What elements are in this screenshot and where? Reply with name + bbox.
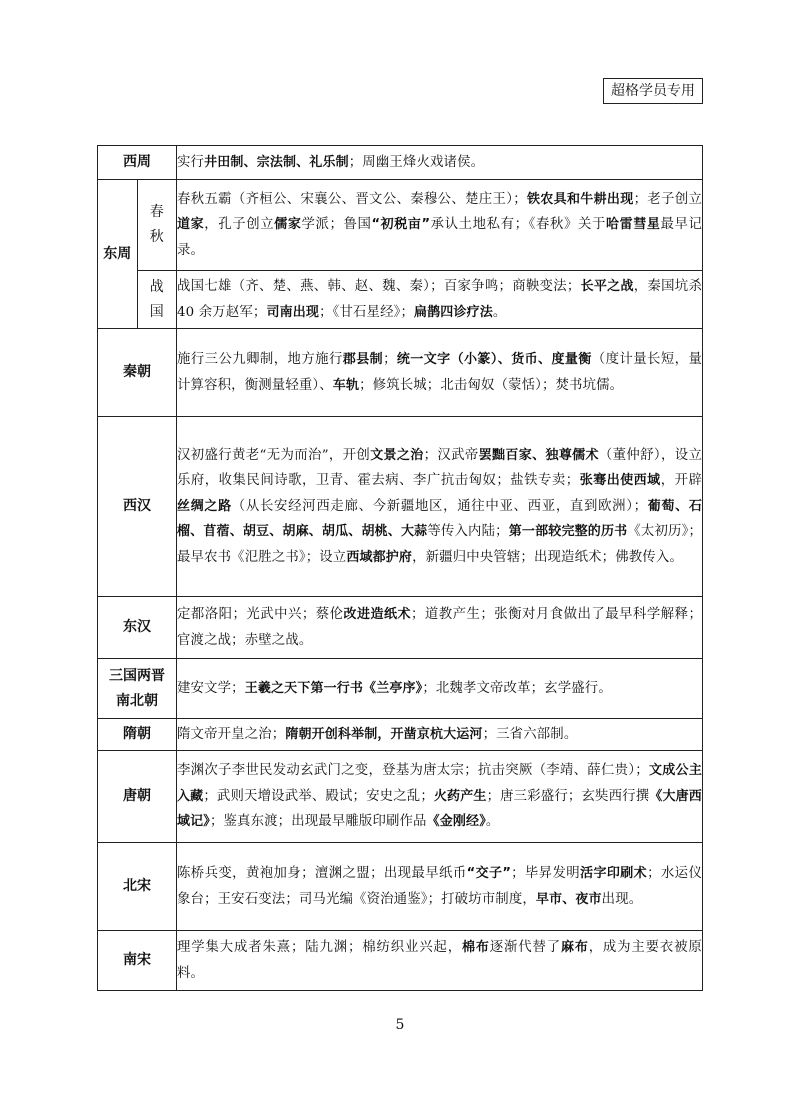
key-term: 铁农具和牛耕出现	[526, 191, 634, 207]
key-term: 《金刚经》	[426, 814, 486, 830]
text: 施行三公九卿制，地方施行	[177, 352, 343, 368]
key-term: 罢黜百家、独尊儒术	[478, 447, 599, 463]
table-row	[98, 751, 703, 843]
key-term: 文成公主入藏	[177, 763, 702, 804]
history-table	[97, 145, 703, 991]
text: ；武则天增设武举、殿试；安史之乱；	[203, 788, 434, 804]
table-row	[98, 597, 703, 659]
content-zhanguo	[177, 271, 703, 329]
text: ，新疆归中央管辖；出现造纸术；佛教传入。	[412, 549, 683, 565]
key-term: 扁鹊四诊疗法	[414, 304, 493, 320]
era-beisong: 北宋	[98, 843, 177, 931]
text: ；毕昇发明	[511, 866, 581, 882]
table-row	[98, 931, 703, 991]
text: 逐渐代替了	[489, 940, 561, 956]
sub-era-char: 国	[149, 303, 164, 320]
text: ；三省六部制。	[482, 726, 578, 742]
text: ；老子创立	[633, 191, 703, 207]
sub-era-chunqiu	[137, 180, 177, 271]
text: ；汉武帝	[423, 447, 479, 463]
key-term: 儒家	[274, 217, 302, 233]
content-xizhou	[177, 146, 703, 180]
content-xihan	[177, 417, 703, 597]
sub-era-char: 春	[149, 204, 164, 220]
exclusive-use-stamp: 超格学员专用	[603, 78, 703, 104]
text: 。	[485, 814, 500, 830]
table-row	[98, 329, 703, 417]
key-term: 麻布	[560, 940, 589, 956]
text: （度计量长短，量计算容积，衡测量轻重）、	[177, 352, 702, 393]
era-line: 南北朝	[116, 692, 158, 709]
era-line: 三国两晋	[109, 667, 165, 684]
content-tang	[177, 751, 703, 843]
key-term: 西域都护府	[346, 549, 413, 565]
text: ，孔子创立	[204, 217, 275, 233]
key-term: 棉布	[462, 940, 490, 956]
text: ，秦国坑杀 40 余万赵军；	[177, 279, 702, 320]
text: ；	[383, 352, 397, 368]
era-xihan: 西汉	[98, 417, 177, 597]
key-term: 改进造纸术	[343, 607, 411, 623]
key-term: 道家	[177, 217, 205, 233]
text: ；道教产生；张衡对月食做出了最早科学解释；官渡之战；赤壁之战。	[177, 607, 702, 648]
content-chunqiu	[177, 180, 703, 271]
text: 定都洛阳；光武中兴；蔡伦	[177, 607, 344, 623]
table-row	[98, 843, 703, 931]
text: 等传入内陆；	[427, 524, 509, 540]
key-term: 统一文字（小篆）、货币、度量衡	[396, 352, 592, 368]
key-term: 井田制、宗法制、礼乐制	[204, 154, 349, 170]
sub-era-zhanguo	[137, 271, 177, 329]
key-term: 《大唐西域记》	[177, 788, 702, 830]
key-term: 丝绸之路	[177, 498, 232, 514]
text: 实行	[177, 154, 205, 170]
era-qin: 秦朝	[98, 329, 177, 417]
text: 隋文帝开皇之治；	[177, 726, 286, 742]
key-term: “初税亩”	[371, 217, 431, 233]
text: （从长安经河西走廊、今新疆地区，通往中亚、西亚，直到欧洲）；	[231, 498, 648, 514]
text: （董仲舒），设立乐府，收集民间诗歌，卫青、霍去病、李广抗击匈奴；盐铁专卖；	[177, 447, 703, 489]
sub-era-char: 战	[149, 278, 164, 295]
content-qin	[177, 329, 703, 417]
key-term: 郡县制	[342, 352, 384, 368]
table-row	[98, 417, 703, 597]
key-term: 早市、夜市	[535, 891, 602, 907]
text: 汉初盛行黄老“无为而治”，开创	[177, 447, 371, 463]
key-term: 车轨	[332, 377, 360, 393]
key-term: 火药产生	[433, 788, 487, 804]
era-sanguo	[98, 659, 177, 719]
text: ；鉴真东渡；出现最早雕版印刷作品	[209, 814, 427, 830]
text: ；唐三彩盛行；玄奘西行撰	[486, 788, 650, 804]
text: 李渊次子李世民发动玄武门之变，登基为唐太宗；抗击突厥（李靖、薛仁贵）；	[177, 763, 649, 779]
content-beisong	[177, 843, 703, 931]
table-row	[98, 271, 703, 329]
table-row	[98, 146, 703, 180]
text: ；修筑长城；北击匈奴（蒙恬）；焚书坑儒。	[359, 377, 624, 393]
key-term: 葡萄、石榴、苜蓿、胡豆、胡麻、胡瓜、胡桃、大蒜	[177, 498, 702, 540]
key-term: 长平之战	[580, 279, 634, 295]
key-term: 张骞出使西域	[579, 473, 661, 489]
text: 建安文学；	[177, 680, 245, 696]
text: 战国七雄（齐、楚、燕、韩、赵、魏、秦）；百家争鸣；商鞅变法；	[177, 279, 581, 295]
key-term: 司南出现	[266, 304, 320, 320]
era-tang: 唐朝	[98, 751, 177, 843]
era-sui: 隋朝	[98, 719, 177, 751]
era-dongzhou: 东周	[98, 180, 138, 329]
text: 《太初历》；最早农书《氾胜之书》；设立	[177, 524, 702, 565]
text: ；《甘石星经》；	[319, 304, 414, 320]
text: ，成为主要衣被原料。	[177, 940, 702, 981]
content-sui	[177, 719, 703, 751]
key-term: 文景之治	[370, 447, 424, 463]
key-term: 第一部较完整的历书	[508, 524, 628, 540]
content-sanguo	[177, 659, 703, 719]
content-nansong	[177, 931, 703, 991]
table-row	[98, 180, 703, 271]
text: 春秋五霸（齐桓公、宋襄公、晋文公、秦穆公、楚庄王）；	[177, 191, 527, 207]
key-term: “交子”	[466, 866, 512, 882]
key-term: 哈雷彗星	[606, 217, 661, 233]
table-row	[98, 659, 703, 719]
key-term: 王羲之天下第一行书《兰亭序》	[244, 680, 423, 696]
content-donghan	[177, 597, 703, 659]
text: 。	[492, 304, 507, 320]
era-donghan: 东汉	[98, 597, 177, 659]
text: 出现。	[601, 891, 643, 907]
text: ；水运仪象台；王安石变法；司马光编《资治通鉴》；打破坊市制度，	[177, 866, 702, 907]
text: ；北魏孝文帝改革；玄学盛行。	[422, 680, 612, 696]
page-number: 5	[395, 1017, 405, 1033]
text: 陈桥兵变，黄袍加身；澶渊之盟；出现最早纸币	[177, 866, 467, 882]
key-term: 活字印刷术	[580, 866, 648, 882]
era-xizhou: 西周	[98, 146, 177, 180]
text: ；周幽王烽火戏诸侯。	[348, 154, 485, 170]
text: 理学集大成者朱熹；陆九渊；棉纺织业兴起，	[177, 940, 462, 956]
key-term: 隋朝开创科举制，开凿京杭大运河	[285, 726, 483, 742]
table-row	[98, 719, 703, 751]
text: 最早记录。	[177, 217, 702, 258]
text: 学派；鲁国	[301, 217, 372, 233]
sub-era-char: 秋	[149, 229, 164, 245]
text: 承认土地私有；《春秋》关于	[430, 217, 606, 233]
text: ，开辟	[660, 473, 703, 489]
era-nansong: 南宋	[98, 931, 177, 991]
